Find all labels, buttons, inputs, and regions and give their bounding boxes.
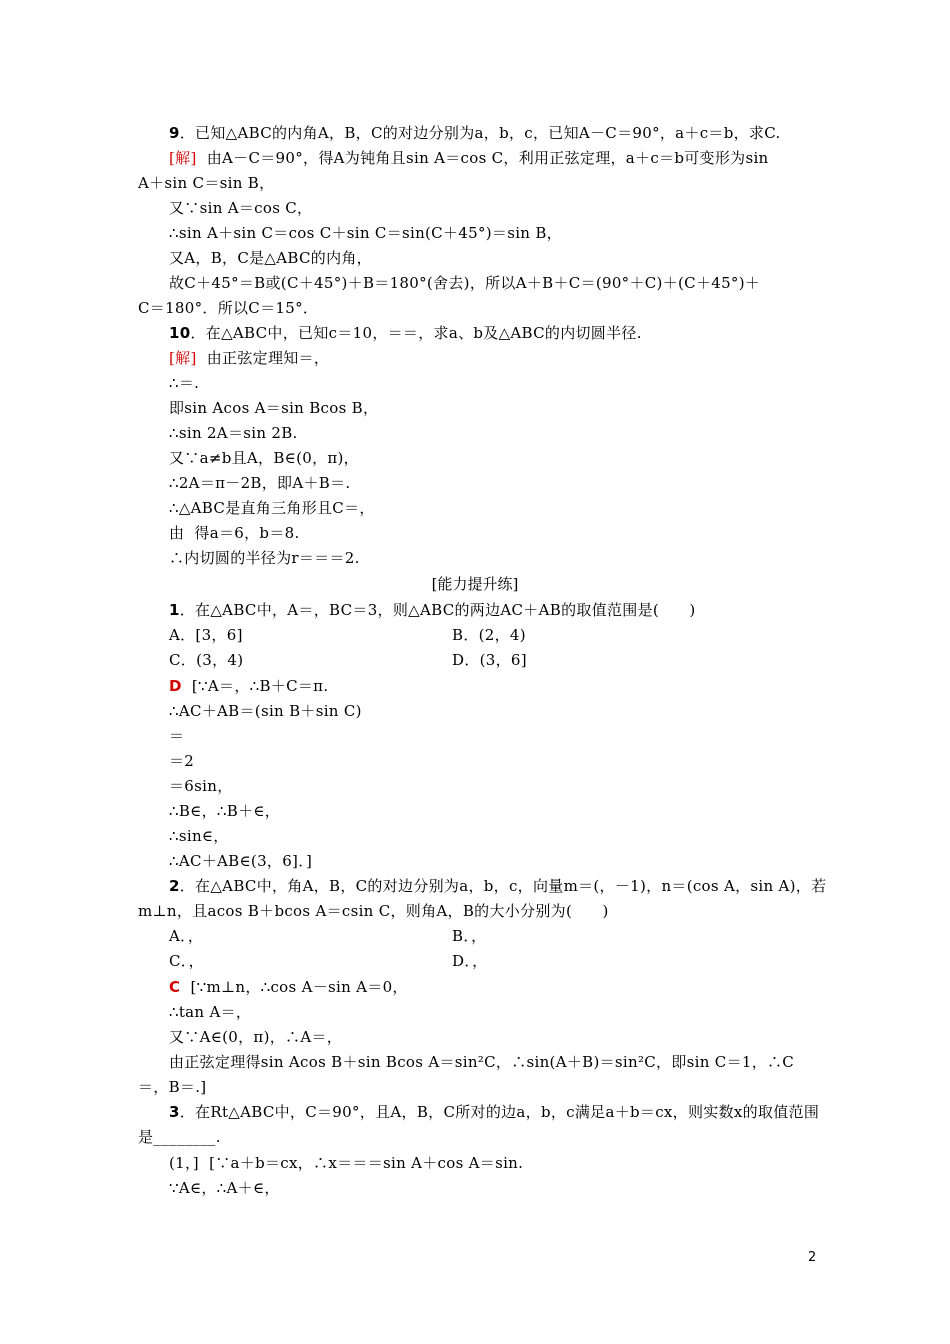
answer-letter: D <box>169 677 182 695</box>
p3-title: 3．在Rt△ABC中，C＝90°，且A，B，C所对的边a，b，c满足a＋b＝cx，则实数x的取值范围 <box>169 1103 820 1121</box>
p2-solution-line: 又∵A∈(0，π)，∴A＝， <box>169 1028 343 1046</box>
p2-solution-line: ＝，B＝.] <box>138 1078 207 1096</box>
option-a: A．[3，6] <box>169 626 243 644</box>
p2-title: 2．在△ABC中，角A，B，C的对边分别为a，b，c，向量m＝(，－1)，n＝(cos A，sin A)，若 <box>169 877 827 895</box>
p1-solution-line: D [∵A＝，∴B＋C＝π. <box>169 677 329 695</box>
q10-solution-line: 即sin Acos A＝sin Bcos B， <box>169 399 379 417</box>
question-number: 3 <box>169 1103 180 1121</box>
solution-tag: [解] <box>169 149 197 167</box>
page-number: 2 <box>808 1250 817 1265</box>
q10-solution-line: 又∵a≠b且A，B∈(0，π)， <box>169 449 359 467</box>
solution-tag: [解] <box>169 349 197 367</box>
p1-options-row <box>169 650 769 670</box>
question-number: 10 <box>169 324 191 342</box>
p2-solution-line: 由正弦定理得sin Acos B＋sin Bcos A＝sin²C，∴sin(A＋B)＝sin²C，即sin C＝1，∴C <box>169 1053 795 1071</box>
q9-solution-line: 又∵sin A＝cos C， <box>169 199 313 217</box>
p3-solution-line: (1，] [∵a＋b＝cx，∴x＝＝＝sin A＋cos A＝sin. <box>169 1154 524 1172</box>
q10-title: 10．在△ABC中，已知c＝10，＝＝，求a、b及△ABC的内切圆半径. <box>169 324 642 342</box>
q9-solution-line: 又A，B，C是△ABC的内角， <box>169 249 372 267</box>
p1-solution-line: ＝2 <box>169 752 195 770</box>
p2-title-line: m⊥n，且acos B＋bcos A＝csin C，则角A，B的大小分别为( ) <box>138 902 609 920</box>
p1-solution-line: ＝6sin， <box>169 777 233 795</box>
question-number: 1 <box>169 601 180 619</box>
p3-solution-line: ∵A∈，∴A＋∈， <box>169 1179 280 1197</box>
p1-solution-line: ∴sin∈， <box>169 827 229 845</box>
question-number: 9 <box>169 124 180 142</box>
p1-solution-line: ∴AC＋AB＝(sin B＋sin C) <box>169 702 362 720</box>
question-number: 2 <box>169 877 180 895</box>
q10-solution-line: 由 得a＝6，b＝8. <box>169 524 300 542</box>
p1-solution-line: ∴B∈，∴B＋∈， <box>169 802 281 820</box>
p2-options-row <box>169 951 769 971</box>
option-d: D．， <box>452 952 488 970</box>
option-c: C．， <box>169 952 204 970</box>
q9-solution-line: C＝180°．所以C＝15°． <box>138 299 319 317</box>
q10-solution-line: ∴sin 2A＝sin 2B. <box>169 424 298 442</box>
p1-options-row <box>169 625 769 645</box>
option-c: C．(3，4) <box>169 651 244 669</box>
q9-solution-line: 故C＋45°＝B或(C＋45°)＋B＝180°(舍去)，所以A＋B＋C＝(90°＋C)＋(C＋45°)＋ <box>169 274 761 292</box>
q10-solution-line: ∴＝. <box>169 374 200 392</box>
p2-solution-line: ∴tan A＝， <box>169 1003 252 1021</box>
p1-solution-line: ＝ <box>169 727 185 745</box>
p3-title-line: 是________. <box>138 1128 221 1146</box>
section-heading: [能力提升练] <box>431 575 519 593</box>
p1-title: 1．在△ABC中，A＝，BC＝3，则△ABC的两边AC＋AB的取值范围是( ) <box>169 601 696 619</box>
p1-solution-line: ∴AC＋AB∈(3，6]．] <box>169 852 313 870</box>
q10-solution-line: ∴内切圆的半径为r＝＝＝2. <box>169 549 360 567</box>
option-d: D．(3，6] <box>452 651 527 669</box>
q9-solution-line: ∴sin A＋sin C＝cos C＋sin C＝sin(C＋45°)＝sin B， <box>169 224 562 242</box>
option-b: B．(2，4) <box>452 626 526 644</box>
p2-options-row <box>169 926 769 946</box>
q10-solution-line: ∴△ABC是直角三角形且C＝， <box>169 499 375 517</box>
q10-solution-line: [解] 由正弦定理知＝， <box>169 349 330 367</box>
q10-solution-line: ∴2A＝π－2B，即A＋B＝. <box>169 474 351 492</box>
q9-solution-line: [解] 由A－C＝90°，得A为钝角且sin A＝cos C，利用正弦定理，a＋c＝b可变形为sin <box>169 149 769 167</box>
option-b: B．， <box>452 927 487 945</box>
option-a: A．， <box>169 927 204 945</box>
q9-solution-line: A＋sin C＝sin B， <box>138 174 275 192</box>
p2-solution-line: C [∵m⊥n，∴cos A－sin A＝0， <box>169 978 408 996</box>
answer-letter: C <box>169 978 181 996</box>
q9-title: 9．已知△ABC的内角A，B，C的对边分别为a，b，c，已知A－C＝90°，a＋c＝b，求C. <box>169 124 781 142</box>
